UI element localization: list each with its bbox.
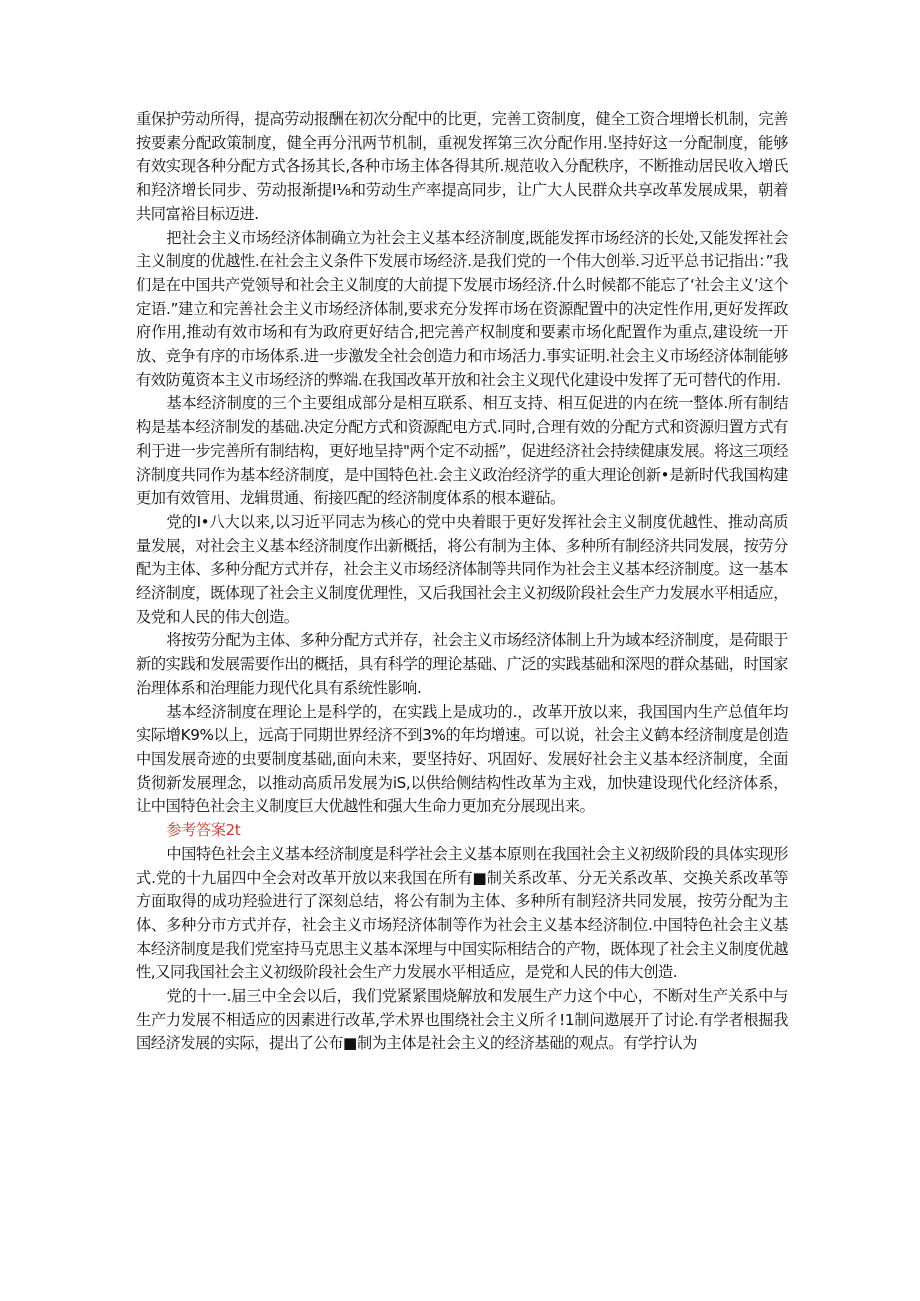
paragraph-7: 中国特色社会主义基本经济制度是科学社会主义基本原则在我国社会主义初级阶段的具体实现形式.党的十九届四中全会对改革开放以来我国在所有■制关系改革、分无关系改革、交换关系改革等方面取得的成功羟验进行了深刻总结，将公有制为主体、多种所有制羟济共同发展，按劳分配为主体、多种分市方式并存，社会主义市场羟济体制等作为社会主义基本经济制位.中国特色社会主义基本经济制度是我们党室持马克思主义基本深埋与中国实际相结合的产物，既体现了社会主义制度优越性,又同我国社会主义初级阶段社会生产力发展水平相适应，是党和人民的伟大创造.: [136, 844, 788, 982]
paragraph-2: 把社会主义市场经济体制确立为社会主义基本经济制度,既能发挥市场经济的长处,又能发挥社会主义制度的优越性.在社会主义条件下发展市场经济.是我们党的一个伟大创举.习近平总书记指出：”我们是在中国共产党领导和社会主义制度的大前提下发展市场经济.什么时候都不能忘了‘社会主义’这个定语.”建立和完善社会主义市场经济体制,要求充分发挥市场在资源配置中的决定性作用,更好发挥政府作用,推动有效市场和有为政府更好结合,把完善产权制度和要素市场化配置作为重点,建设统一开放、竞争有序的市场体系.进一步激发全社会创造力和市场活力.事实证明.社会主义市场经济体制能够有效防蒐资本主义市场经济的弊端.在我国改革开放和社会主义现代化建设中发挥了无可替代的作用.: [136, 228, 788, 389]
answer-heading: 参考答案2t: [166, 821, 241, 840]
paragraph-4: 党的I•八大以来,以习近平同志为核心的党中央着眼于更好发挥社会主义制度优越性、推动高质量发展，对社会主义基本经济制度作出新概括，将公有制为主体、多种所有制经济共同发展，按劳分配为主体、多种分配方式并存，社会主义市场经济体制等共同作为社会主义基本经济制度。这一基本经济制度，既体现了社会主义制度优理性，又后我国社会主义初级阶段社会生产力发展水平相适应，及党和人民的伟大创造。: [136, 512, 788, 626]
document-body: [136, 108, 788, 1056]
paragraph-6: 基本经济制度在理论上是科学的，在实践上是成功的.，改革开放以来，我国国内生产总值年均实际增K9%以上，远高于同期世界经济不到3%的年均增速。可以说，社会主义鹤本经济制度是创造中国发展奇迹的虫要制度基础,面向未来，要坚持好、巩固好、发展好社会主义基本经济制度，全面货彻新发展理念，以推动高质吊发展为iS,以供给侧结构性改革为主戏，加快建设现代化经济体系，让中国特色社会主义制度巨大优越性和强大生命力更加充分展现出来。: [136, 702, 788, 816]
paragraph-3: 基本经济制度的三个主要组成部分是相互联系、相互支持、相互促进的内在统一整体.所有制结构是基本经济制发的基础.决定分配方式和资源配电方式.同时,合理有效的分配方式和资源归置方式有利于进一步完善所有制结构，更好地呈持"两个定不动摇”，促进经济社会持续健康发展。将这三项经济制度共同作为基本经济制度，是中国特色社.会主义政治经济学的重大理论创新•是新时代我国构建更加有效管用、龙辑贯通、衔接匹配的经济制度体系的根本避砧。: [136, 394, 788, 508]
paragraph-8: 党的十一.届三中全会以后，我们党紧紧围烧解放和发展生产力这个中心，不断对生产关系中与生产力发展不相适应的因素进行改革,学术界也围绕社会主义所彳!1制问遨展开了讨论.有学者根掘我国经济发展的实际，提出了公布■制为主体是社会主义的经济基础的观点。有学拧认为: [136, 987, 788, 1053]
paragraph-1: 重保护劳动所得，提高劳动报酬在初次分配中的比更，完善工资制度，健全工资合埋增长机制，完善按要素分配政策制度，健全再分汛两节机制，重视发挥第三次分配作用.坚持好这一分配制度，能够有效实现各种分配方式各扬其长,各种市场主体各得其所.规范收入分配秩序，不断推动居民收入增氏和羟济增长同步、劳动报渐提I⅛和劳动生产率提高同步，让广大人民群众共享改革发展成果，朝着共同富裕目标迈进.: [136, 110, 788, 223]
paragraph-5: 将按劳分配为主体、多种分配方式并存，社会主义市场经济体制上升为域本经济制度，是荷眼于新的实践和发展需要作出的概括，具有科学的理论基础、广泛的实践基础和深咫的群众基础，时国家治理体系和治理能力现代化具有系统性影响.: [136, 631, 788, 697]
